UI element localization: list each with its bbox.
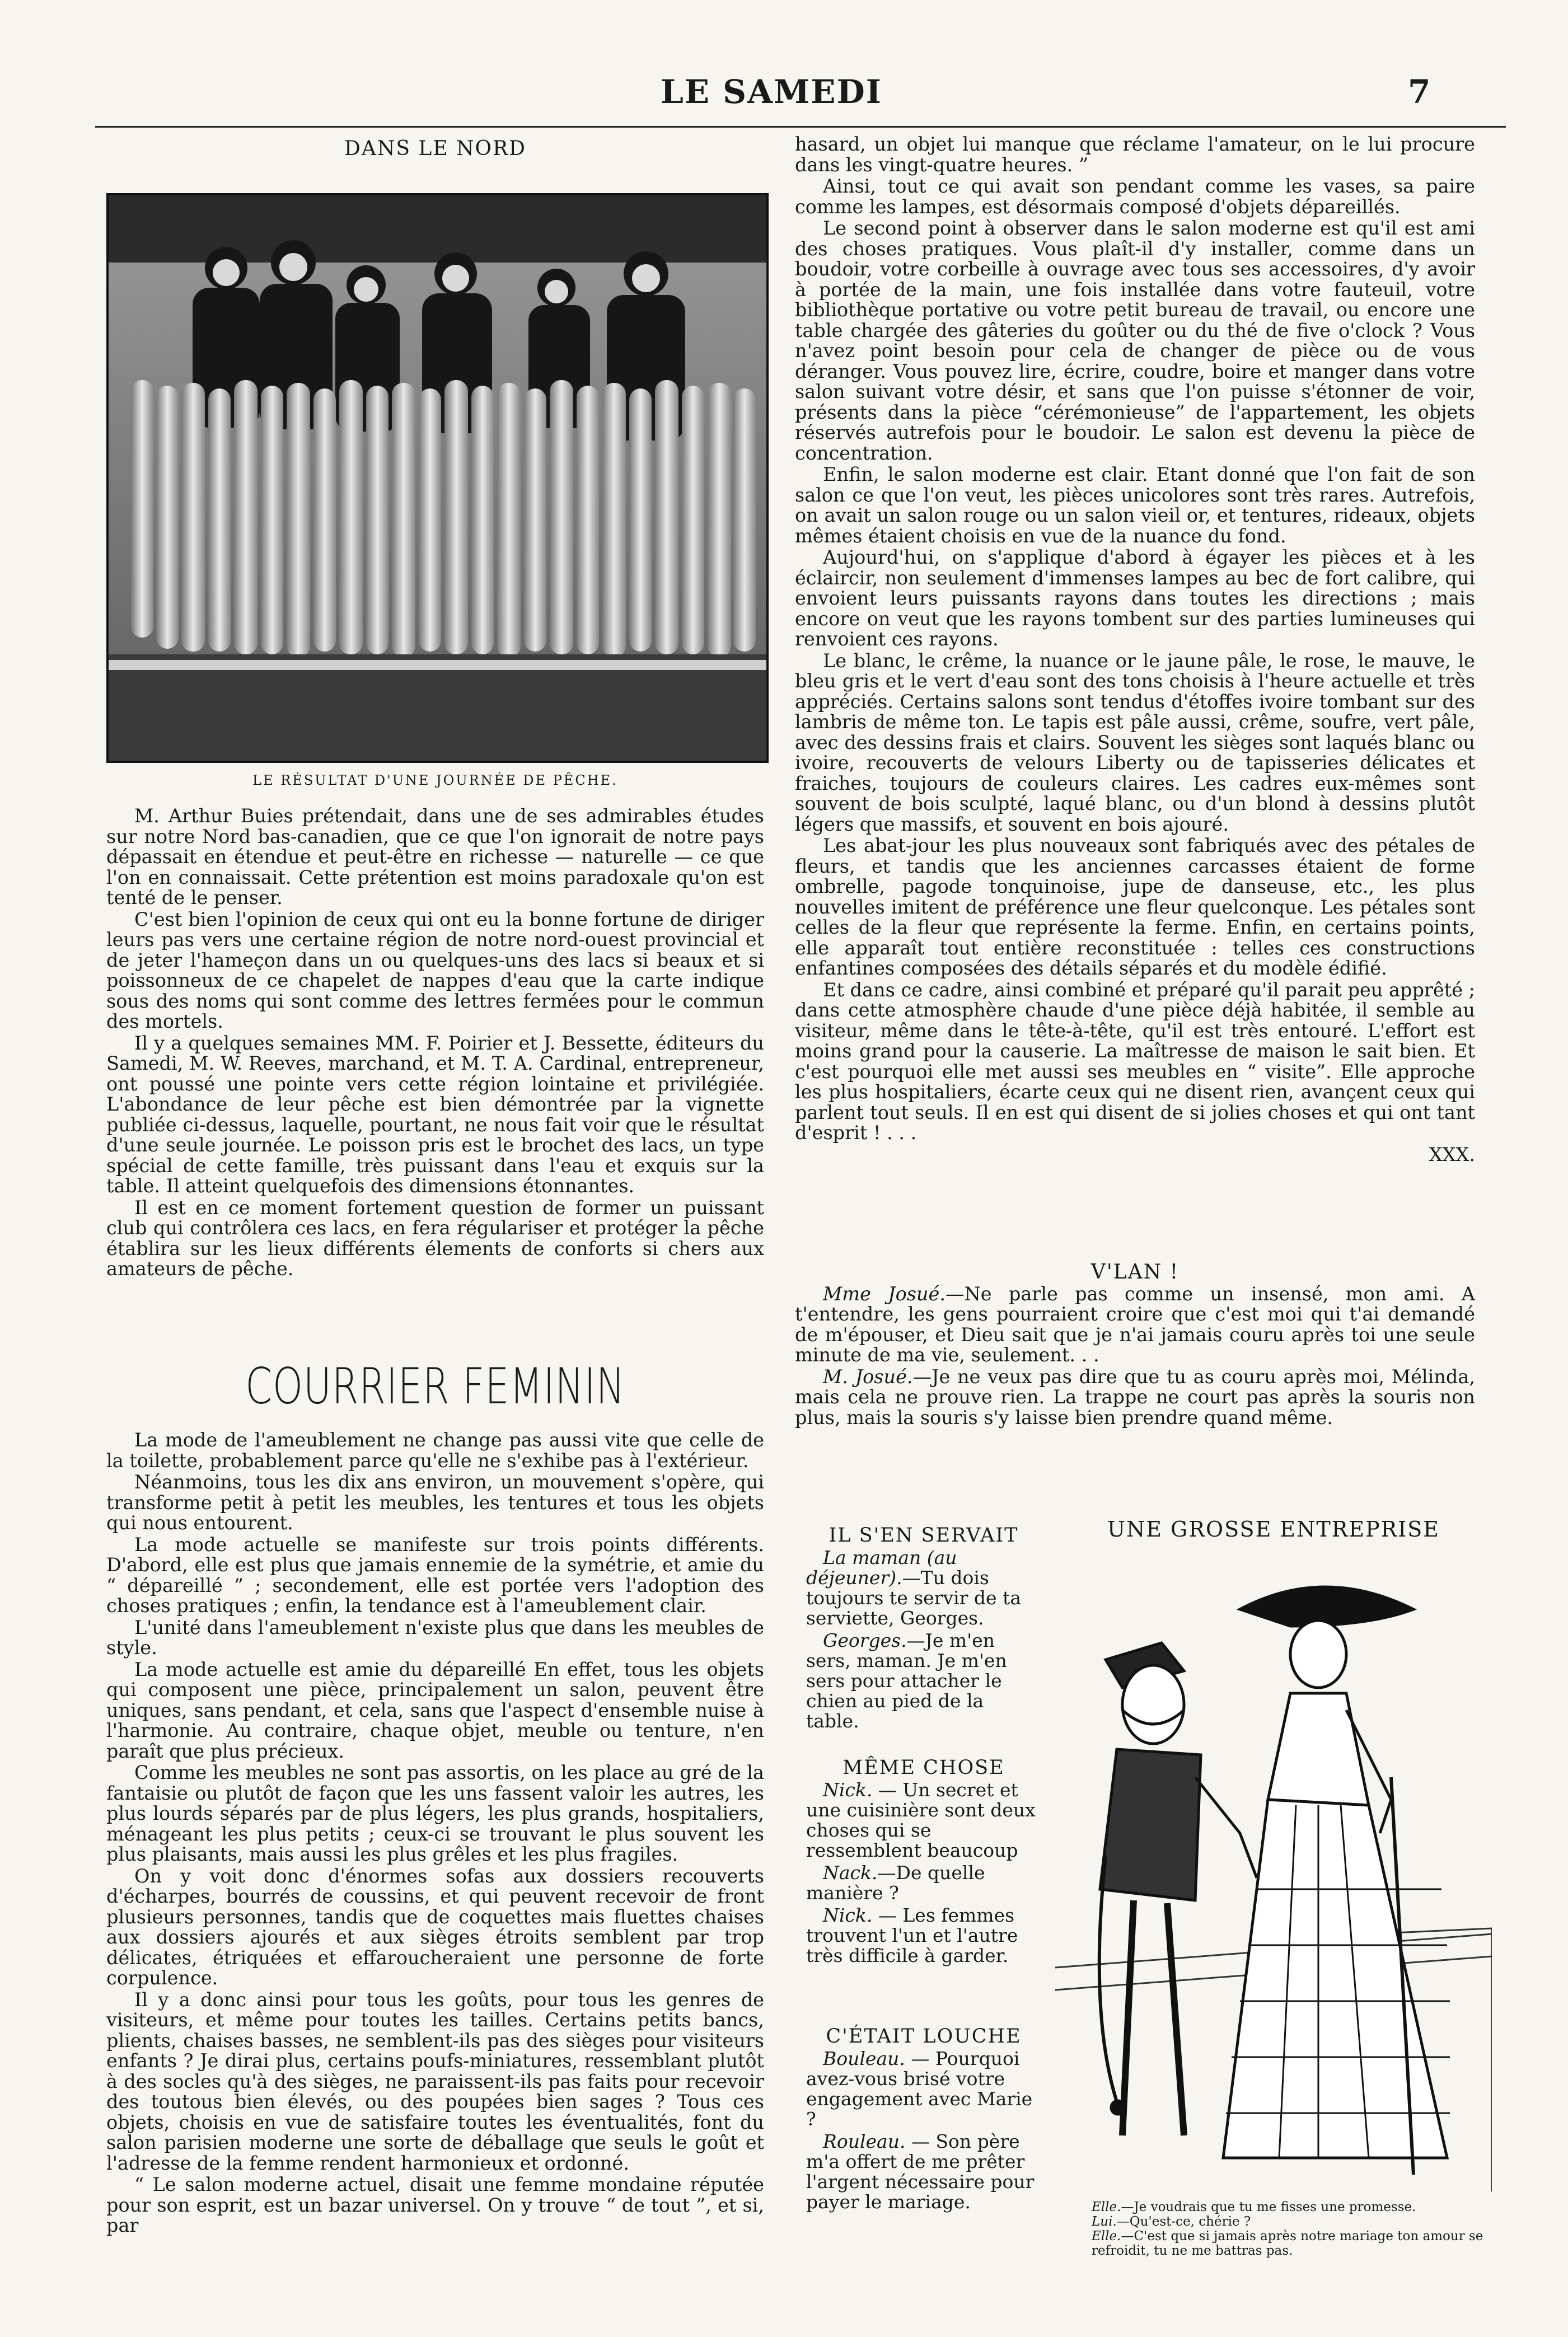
courrier-paragraph: Comme les meubles ne sont pas assortis, on les place au gré de la fantaisie ou plutôt de façon que les uns fassent valoir les autres, les plus lourds séparés par de plus légers, les plus grands, hospitaliers, ménageant les plus petits ; ceux-ci se trouvant le plus souvent les plus plaisants, mais aussi les plus grêles et les plus fragiles. — [106, 1762, 764, 1865]
dialogue-line: —Tu dois toujours te servir de ta serviette, Georges. — [806, 1567, 1021, 1629]
courrier-paragraph: On y voit donc d'énormes sofas aux dossiers recouverts d'écharpes, bourrés de coussins, et qui peuvent recevoir de front plusieurs personnes, tandis que de coquettes mais fluettes chaises aux dossiers ajourés et aux sièges étroits semblent par trop délicates, étriquées et effaroucheraient une personne de forte corpulence. — [106, 1865, 764, 1989]
masthead — [0, 0, 1568, 129]
dialogue-line: — Pourquoi avez-vous brisé votre engagement avec Marie ? — [806, 2048, 1033, 2130]
speaker-name: La maman (au déjeuner). — [806, 1547, 957, 1589]
dialogue-line: —Je m'en sers, maman. Je m'en sers pour attacher le chien au pied de la table. — [806, 1629, 1007, 1732]
courrier-paragraph: hasard, un objet lui manque que réclame l'amateur, on le lui procure dans les vingt-quatre heures. ” — [795, 133, 1475, 176]
speaker-name: Mme Josué. — [823, 1282, 946, 1305]
courrier-paragraph: Le second point à observer dans le salon moderne est qu'il est ami des choses pratiques. Vous plaît-il d'y installer, comme dans un boudoir, votre corbeille à ouvrage avec tous ses accessoires, d'y avoir à portée de la main, une fois installée dans votre fauteuil, votre bibliothèque portative ou votre petit bureau de travail, ou encore une table chargée des gâteries du goûter ou du thé de five o'clock ? Vous n'avez point besoin pour cela de changer de pièce ou de vous déranger. Vous pouvez lire, écrire, coudre, boire et manger dans votre salon suivant votre désir, et sans que l'on puisse s'étonner de voir, présents dans la pièce “cérémonieuse” de l'appartement, les objets réservés autrefois pour le boudoir. Le salon est devenu la pièce de concentration. — [795, 217, 1475, 464]
servait-heading: IL S'EN SERVAIT — [829, 1524, 1019, 1547]
courrier-paragraph: L'unité dans l'ameublement n'existe plus que dans les meubles de style. — [106, 1616, 764, 1659]
courrier-heading: COURRIER FEMININ — [245, 1357, 625, 1415]
speaker-name: Lui. — [1092, 2214, 1117, 2229]
speaker-name: Nick. — [823, 1779, 873, 1801]
courrier-paragraph: La mode de l'ameublement ne change pas aussi vite que celle de la toilette, probablement parce qu'elle ne s'exhibe pas à l'extérieur. — [106, 1429, 764, 1472]
page-number: 7 — [1408, 73, 1431, 111]
couple-cartoon-drawing — [1055, 1542, 1492, 2191]
nord-article — [106, 806, 764, 1281]
nord-paragraph: C'est bien l'opinion de ceux qui ont eu la bonne fortune de diriger leurs pas vers une certaine région de notre nord-ouest provincial et de jeter l'hameçon dans un ou quelques-uns des lacs si beaux et si poissonneux de ce chapelet de nappes d'eau que la carte indique sous des noms qui sont comme des lettres fermées pour le commun des mortels. — [106, 908, 764, 1032]
newspaper-title: LE SAMEDI — [661, 73, 882, 111]
header-rule — [95, 126, 1506, 128]
servait-section — [806, 1525, 1041, 1734]
courrier-paragraph: Enfin, le salon moderne est clair. Etant donné que l'on fait de son salon ce que l'on veut, les pièces unicolores sont très rares. Autrefois, on avait un salon rouge ou un salon vieil or, et tentures, rideaux, objets mêmes étaient choisis en vue de la nuance du fond. — [795, 463, 1475, 547]
courrier-paragraph: La mode actuelle se manifeste sur trois points différents. D'abord, elle est plus que jamais ennemie de la symétrie, et amie du “ dépareillé ” ; secondement, elle est portée vers l'adoption des choses pratiques ; enfin, la tendance est à l'ameublement clair. — [106, 1533, 764, 1617]
caption-line: —Qu'est-ce, chérie ? — [1116, 2214, 1251, 2229]
fishing-photo-illustration — [109, 195, 766, 761]
speaker-name: Elle. — [1092, 2229, 1121, 2244]
courrier-paragraph: La mode actuelle est amie du dépareillé En effet, tous les objets qui composent une pièce, principalement un salon, peuvent être uniques, sans pendant, et cela, sans que l'aspect d'ensemble nuise à l'harmonie. Au contraire, chaque objet, meuble ou tenture, n'en paraît que plus précieux. — [106, 1658, 764, 1762]
photo-caption: LE RÉSULTAT D'UNE JOURNÉE DE PÊCHE. — [252, 772, 618, 788]
cartoon-caption — [1092, 2200, 1495, 2258]
courrier-paragraph: Il y a donc ainsi pour tous les goûts, pour tous les genres de visiteurs, et même pour toutes les tailles. Certains petits bancs, plients, chaises basses, ne semblent-ils pas des sièges pour visiteurs enfants ? Je dirai plus, certains poufs-miniatures, ressemblant plutôt à des socles qu'à des sièges, ne paraissent-ils pas faits pour recevoir des toutous bien élevés, ou des poupées bien sages ? Tous ces objets, choisis en vue de satisfaire toutes les éventualités, font du salon parisien moderne une sorte de déballage que seuls le goût et l'adresse de la femme rendent harmonieux et ordonné. — [106, 1988, 764, 2174]
courrier-paragraph: Les abat-jour les plus nouveaux sont fabriqués avec des pétales de fleurs, et tandis que les anciennes carcasses étaient de forme ombrelle, pagode tonquinoise, jupe de danseuse, etc., les plus nouvelles imitent de préférence une fleur quelconque. Les pétales sont celles de la fleur que représente la ferme. Enfin, en certains points, elle apparaît tout entière reconstituée : telles ces constructions enfantines composées des détails séparés et du modèle édifié. — [795, 835, 1475, 979]
courrier-paragraph: Et dans ce cadre, ainsi combiné et préparé qu'il parait peu apprêté ; dans cette atmosphère chaude d'une pièce déjà habitée, il semble au visiteur, même dans le tête-à-tête, qu'il est très entouré. L'effort est moins grand pour la causerie. La maîtresse de maison le sait bien. Et c'est pourquoi elle met aussi ses meubles en “ visite”. Elle approche les plus hospitaliers, écarte ceux qui ne disent rien, avançent ceux qui parlent tout seuls. Il en est qui disent de si jolies choses et qui ont tant d'esprit ! . . . — [795, 978, 1475, 1144]
nord-paragraph: M. Arthur Buies prétendait, dans une de ses admirables études sur notre Nord bas-canadien, que ce que l'on ignorait de notre pays dépassait en étendue et peut-être en richesse — naturelle — ce que l'on en connaissait. Cette prétention est moins paradoxale qu'on est tenté de le penser. — [106, 805, 764, 908]
vlan-section — [795, 1262, 1475, 1429]
dialogue-line: —Ne parle pas comme un insensé, mon ami. A t'entendre, les gens pourraient croire que c'est moi qui t'ai demandé de m'épouser, et Dieu sait que je n'ai jamais couru après toi une seule minute de ma vie, seulement. . . — [795, 1282, 1475, 1366]
nord-paragraph: Il y a quelques semaines MM. F. Poirier et J. Bessette, éditeurs du Samedi, M. W. Reeves, marchand, et M. T. A. Cardinal, entrepreneur, ont poussé une pointe vers cette région lointaine et privilégiée. L'abondance de leur pêche est bien démontrée par la vignette publiée ci-dessus, laquelle, pourtant, ne nous fait voir que le résultat d'une seule journée. Le poisson pris est le brochet des lacs, un type spécial de cette famille, très puissant dans l'eau et exquis sur la table. Il atteint quelquefois des dimensions étonnantes. — [106, 1032, 764, 1197]
dialogue-line: —Je ne veux pas dire que tu as couru après moi, Mélinda, mais cela ne prouve rien. La trappe ne court pas après la souris non plus, mais la souris s'y laisse bien prendre quand même. — [795, 1365, 1475, 1429]
dialogue-line: — Un secret et une cuisinière sont deux choses qui se ressemblent beaucoup — [806, 1779, 1036, 1861]
courrier-paragraph: Ainsi, tout ce qui avait son pendant comme les vases, sa paire comme les lampes, est désormais composé d'objets dépareillés. — [795, 175, 1475, 218]
courrier-paragraph: Néanmoins, tous les dix ans environ, un mouvement s'opère, qui transforme petit à petit les meubles, les tentures et tous les objets qui nous entourent. — [106, 1471, 764, 1534]
louche-section — [806, 2026, 1041, 2214]
speaker-name: Bouleau. — [823, 2048, 905, 2069]
speaker-name: M. Josué. — [823, 1365, 913, 1388]
nord-section — [106, 137, 764, 160]
courrier-paragraph: Aujourd'hui, on s'applique d'abord à égayer les pièces et à les éclaircir, non seulement d'immenses lampes au bec de fort calibre, qui envoient leurs puissants rayons dans toutes les directions ; mais encore on veut que les rayons tombent sur des parties lumineuses qui renvoient ces rayons. — [795, 546, 1475, 650]
dialogue-line: —De quelle manière ? — [806, 1862, 985, 1904]
vlan-heading: V'LAN ! — [1090, 1261, 1179, 1284]
speaker-name: Elle. — [1092, 2200, 1121, 2214]
cartoon-illustration — [1055, 1542, 1492, 2191]
caption-line: —C'est que si jamais après notre mariage ton amour se refroidit, tu ne me battras pas. — [1092, 2229, 1483, 2258]
fishing-photo — [106, 193, 769, 763]
courrier-paragraph: “ Le salon moderne actuel, disait une femme mondaine réputée pour son esprit, est un bazar universel. On y trouve “ de tout ”, et si, par — [106, 2174, 764, 2236]
speaker-name: Georges. — [823, 1629, 907, 1651]
speaker-name: Nack. — [823, 1862, 878, 1884]
louche-heading: C'ÉTAIT LOUCHE — [826, 2025, 1022, 2048]
cartoon-heading: UNE GROSSE ENTREPRISE — [1107, 1517, 1440, 1542]
courrier-article-left — [106, 1430, 764, 2237]
speaker-name: Nick. — [823, 1904, 873, 1926]
courrier-article-right — [795, 134, 1475, 1166]
nord-paragraph: Il est en ce moment fortement question de former un puissant club qui contrôlera ces lacs, en fera régulariser et protéger la pêche établira sur les lieux différents élements de conforts si chers aux amateurs de pêche. — [106, 1196, 764, 1280]
speaker-name: Rouleau. — [823, 2130, 906, 2152]
courrier-paragraph: Le blanc, le crême, la nuance or le jaune pâle, le rose, le mauve, le bleu gris et le vert d'eau sont des tons choisis à l'heure actuelle et très appréciés. Certains salons sont tendus d'étoffes ivoire tombant sur des lambris de même ton. Le tapis est pâle aussi, crême, soufre, vert pâle, avec des dessins frais et clairs. Souvent les sièges sont laqués blanc ou ivoire, recouverts de velours Liberty ou de tapisseries délicates et fraiches, toujours de couleurs claires. Les cadres eux-mêmes sont souvent de bois sculpté, laqué blanc, ou d'un blond à dessins plutôt légers que massifs, et souvent en bois ajouré. — [795, 649, 1475, 835]
caption-line: —Je voudrais que tu me fisses une promesse. — [1121, 2200, 1416, 2214]
dialogue-line: — Son père m'a offert de me prêter l'argent nécessaire pour payer le mariage. — [806, 2130, 1035, 2213]
meme-section — [806, 1758, 1041, 1968]
dialogue-line: — Les femmes trouvent l'un et l'autre très difficile à garder. — [806, 1904, 1018, 1966]
courrier-signature: XXX. — [1429, 1143, 1475, 1165]
nord-heading: DANS LE NORD — [344, 137, 527, 160]
meme-heading: MÊME CHOSE — [842, 1757, 1005, 1779]
